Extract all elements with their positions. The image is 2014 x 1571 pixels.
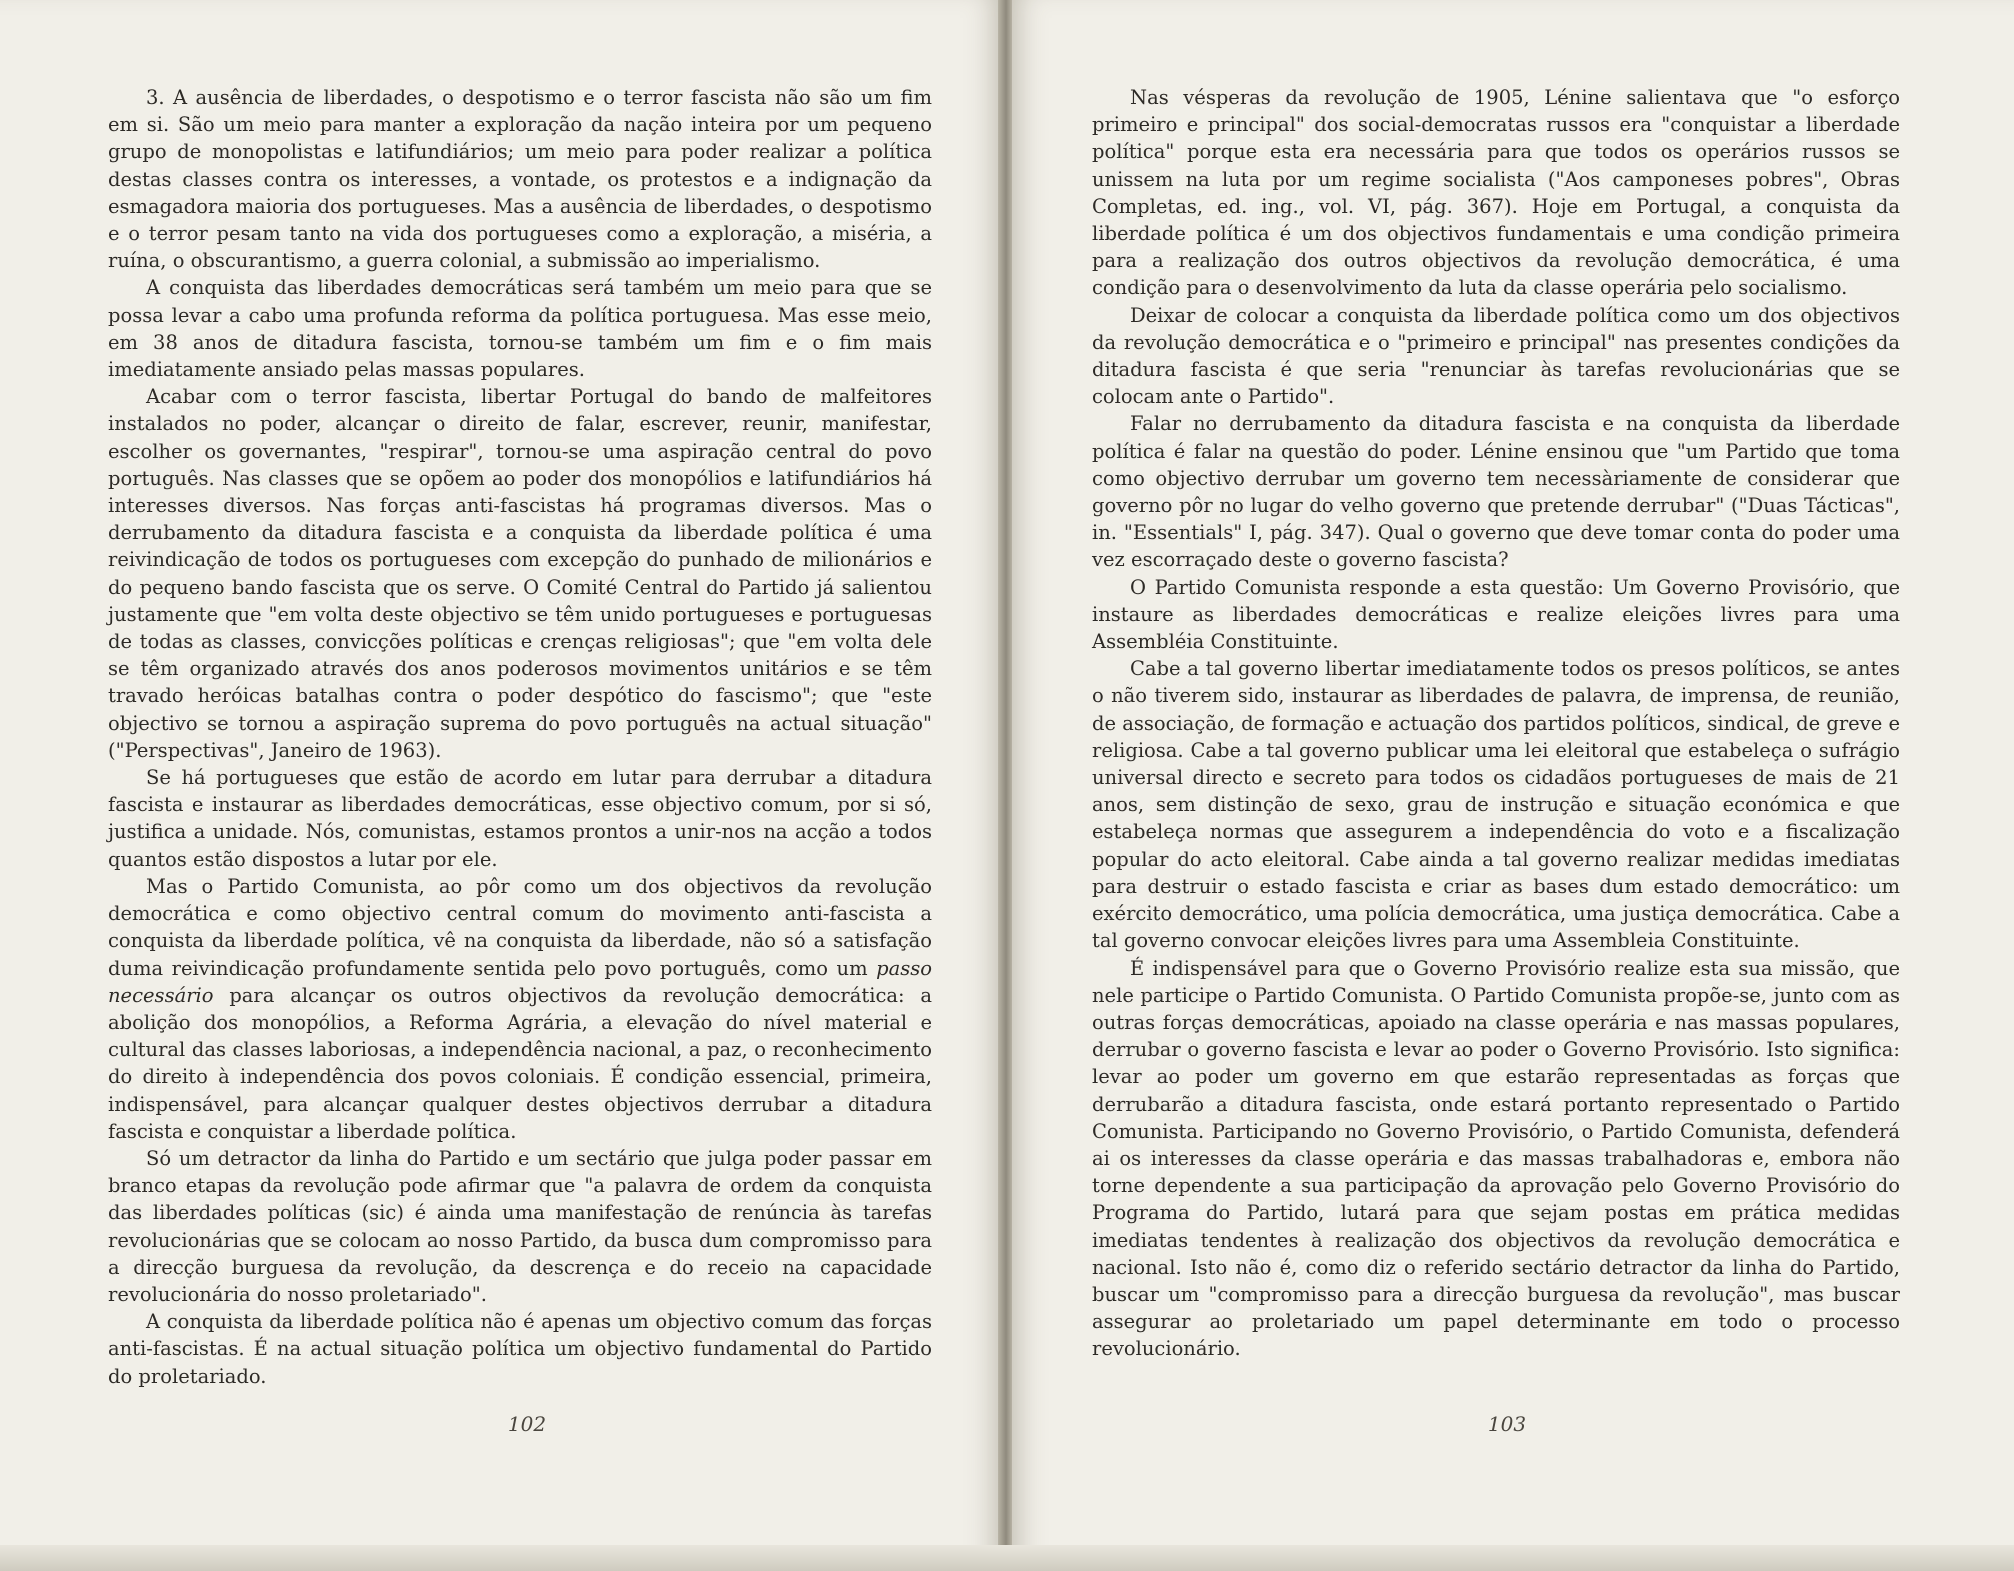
paragraph: Se há portugueses que estão de acordo em lutar para derrubar a ditadura fascista e instaurar as liberdades democráticas, esse objectivo comum, por si só, justifica a unidade. Nós, comunistas, estamos prontos a unir-nos na acção a todos quantos estão dispostos a lutar por ele. bbox=[108, 766, 932, 871]
paragraph: O Partido Comunista responde a esta questão: Um Governo Provisório, que instaure as liberdades democráticas e realize eleições livres para uma Assembléia Constituinte. bbox=[1092, 575, 1900, 654]
paragraph bbox=[108, 873, 932, 1145]
emphasis-text: passo necessário bbox=[108, 956, 932, 1007]
paragraph: Só um detractor da linha do Partido e um sectário que julga poder passar em branco etapas da revolução pode afirmar que "a palavra de ordem da conquista das liberdades políticas (sic) é ainda uma manifestação de renúncia às tarefas revolucionárias que se colocam ao nosso Partido, da busca dum compromisso para a direcção burguesa da revolução, da descrença e do receio na capacidade revolucionária do nosso proletariado". bbox=[108, 1146, 932, 1306]
page-number: 102 bbox=[507, 1412, 547, 1436]
paragraph: É indispensável para que o Governo Provisório realize esta sua missão, que nele participe o Partido Comunista. O Partido Comunista propõe-se, junto com as outras forças democráticas, apoiado na classe operária e nas massas populares, derrubar o governo fascista e levar ao poder o Governo Provisório. Isto significa: levar ao poder um governo em que estarão representadas as forças que derrubarão a ditadura fascista, onde estará portanto representado o Partido Comunista. Participando no Governo Provisório, o Partido Comunista, defenderá ai os interesses da classe operária e das massas trabalhadoras e, embora não torne dependente a sua participação da aprovação pelo Governo Provisório do Programa do Partido, lutará para que sejam postas em prática medidas imediatas tendentes à realização dos objectivos da revolução democrática e nacional. Isto não é, como diz o referido sectário detractor da linha do Partido, buscar um "compromisso para a direcção burguesa da revolução", mas buscar assegurar ao proletariado um papel determinante em todo o processo revolucionário. bbox=[1092, 956, 1900, 1361]
page-number: 103 bbox=[1487, 1412, 1527, 1436]
paragraph: A conquista das liberdades democráticas será também um meio para que se possa levar a cabo uma profunda reforma da política portuguesa. Mas esse meio, em 38 anos de ditadura fascista, tornou-se também um fim e o fim mais imediatamente ansiado pelas massas populares. bbox=[108, 276, 932, 382]
page-bottom-edge bbox=[0, 1545, 2014, 1571]
paragraph: Cabe a tal governo libertar imediatamente todos os presos políticos, se antes o não tiverem sido, instaurar as liberdades de palavra, de imprensa, de reunião, de associação, de formação e actuação dos partidos políticos, sindical, de greve e religiosa. Cabe a tal governo publicar uma lei eleitoral que estabeleça o sufrágio universal directo e secreto para todos os cidadãos portugueses de mais de 21 anos, sem distinção de sexo, grau de instrução e situação económica e que estabeleça normas que assegurem a independência do voto e a fiscalização popular do acto eleitoral. Cabe ainda a tal governo realizar medidas imediatas para destruir o estado fascista e criar as bases dum estado democrático: um exército democrático, uma polícia democrática, uma justiça democrática. Cabe a tal governo convocar eleições livres para uma Assembleia Constituinte. bbox=[1092, 657, 1900, 953]
right-page bbox=[1012, 0, 2014, 1571]
paragraph: Falar no derrubamento da ditadura fascista e na conquista da liberdade política é falar na questão do poder. Lénine ensinou que "um Partido que toma como objectivo derrubar um governo tem necessàriamente de considerar que governo pôr no lugar do velho governo que pretende derrubar" ("Duas Tácticas", in. "Essentials" I, pág. 347). Qual o governo que deve tomar conta do poder uma vez escorraçado deste o governo fascista? bbox=[1092, 412, 1900, 572]
paragraph: A conquista da liberdade política não é apenas um objectivo comum das forças anti-fascistas. É na actual situação política um objectivo fundamental do Partido do proletariado. bbox=[108, 1310, 932, 1388]
paragraph: Deixar de colocar a conquista da liberdade política como um dos objectivos da revolução democrática e o "primeiro e principal" nas presentes condições da ditadura fascista é que seria "renunciar às tarefas revolucionárias que se colocam ante o Partido". bbox=[1092, 303, 1900, 409]
paragraph: Acabar com o terror fascista, libertar Portugal do bando de malfeitores instalados no poder, alcançar o direito de falar, escrever, reunir, manifestar, escolher os governantes, "respirar", tornou-se uma aspiração central do povo português. Nas classes que se opõem ao poder dos monopólios e latifundiários há interesses diversos. Nas forças anti-fascistas há programas diversos. Mas o derrubamento da ditadura fascista e a conquista da liberdade política é uma reivindicação de todos os portugueses com excepção do punhado de milionários e do pequeno bando fascista que os serve. O Comité Central do Partido já salientou justamente que "em volta deste objectivo se têm unido portugueses e portuguesas de todas as classes, convicções políticas e crenças religiosas"; que "em volta dele se têm organizado através dos anos poderosos movimentos unitários e se têm travado heróicas batalhas contra o poder despótico do fascismo"; que "este objectivo se tornou a aspiração suprema do povo português na actual situação" ("Perspectivas", Janeiro de 1963). bbox=[108, 385, 932, 762]
paragraph: 3. A ausência de liberdades, o despotismo e o terror fascista não são um fim em si. São um meio para manter a exploração da nação inteira por um pequeno grupo de monopolistas e latifundiários; um meio para poder realizar a política destas classes contra os interesses, a vontade, os protestos e a indignação da esmagadora maioria dos portugueses. Mas a ausência de liberdades, o despotismo e o terror pesam tanto na vida dos portugueses como a exploração, a miséria, a ruína, o obscurantismo, a guerra colonial, a submissão ao imperialismo. bbox=[108, 86, 932, 273]
paragraph-text: para alcançar os outros objectivos da revolução democrática: a abolição dos monopólios, a Reforma Agrária, a elevação do nível material e cultural das classes laboriosas, a independência nacional, a paz, o reconhecimento do direito à independência dos povos coloniais. É condição essencial, primeira, indispensável, para alcançar qualquer destes objectivos derrubar a ditadura fascista e conquistar a liberdade política. bbox=[108, 983, 933, 1143]
right-page-text bbox=[1092, 84, 1900, 1363]
left-page bbox=[0, 0, 1000, 1571]
paragraph-text: Mas o Partido Comunista, ao pôr como um dos objectivos da revolução democrática e como objectivo central comum do movimento anti-fascista a conquista da liberdade política, vê na conquista da liberdade, não só a satisfação duma reivindicação profundamente sentida pelo povo português, como um bbox=[108, 874, 932, 980]
left-page-text bbox=[108, 84, 932, 1390]
paragraph: Nas vésperas da revolução de 1905, Lénine salientava que "o esforço primeiro e principal" dos social-democratas russos era "conquistar a liberdade política" porque esta era necessária para que todos os operários russos se unissem na luta por um regime socialista ("Aos camponeses pobres", Obras Completas, ed. ing., vol. VI, pág. 367). Hoje em Portugal, a conquista da liberdade política é um dos objectivos fundamentais e uma condição primeira para a realização dos outros objectivos da revolução democrática, é uma condição para o desenvolvimento da luta da classe operária pelo socialismo. bbox=[1092, 86, 1900, 300]
